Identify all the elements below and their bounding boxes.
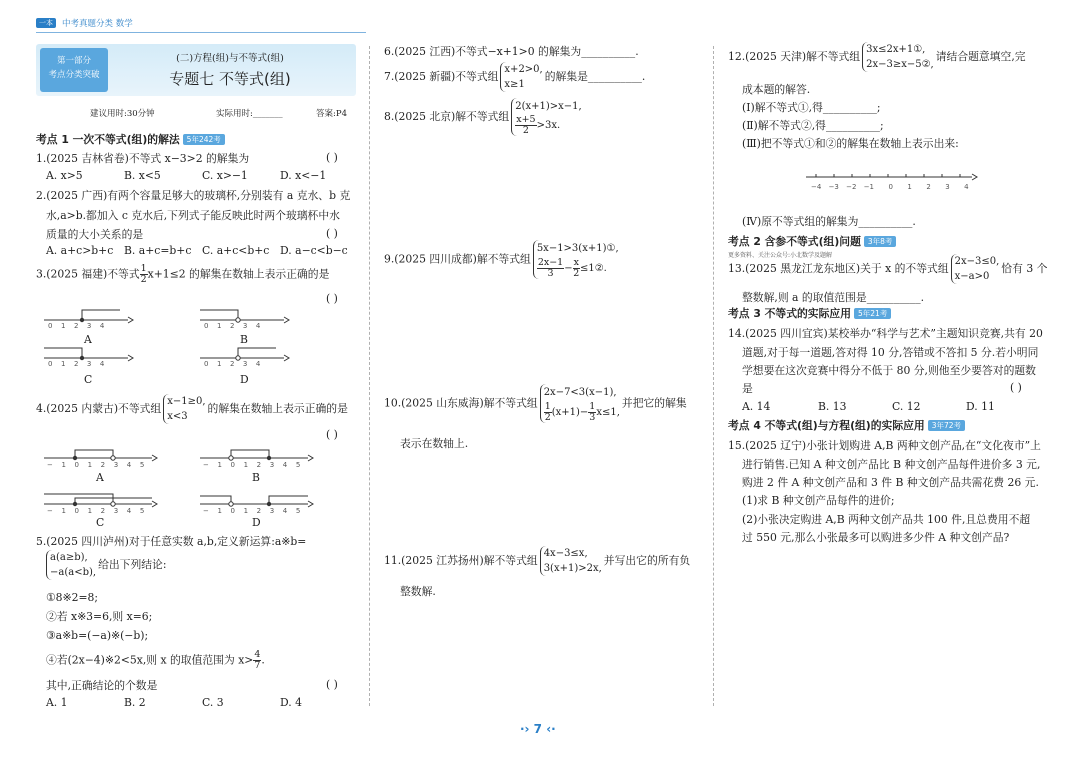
q4-ticks-a: −1012345 [47, 461, 153, 469]
q14-answer-paren: ( ) [1010, 381, 1022, 394]
q2-line2: 水,a>b.都加入 c 克水后,下列式子能反映此时两个玻璃杯中水 [46, 209, 340, 222]
q10-line2: 表示在数轴上. [400, 437, 469, 450]
suggested-time: 建议用时:30分钟 [90, 109, 155, 119]
q3-numberline-c [44, 344, 134, 374]
q2-line3: 质量的大小关系的是 [46, 228, 144, 241]
q12-part2: (Ⅱ)解不等式②,得__________; [742, 119, 884, 132]
kp3-heading: 考点 3 不等式的实际应用 5年21考 [728, 306, 891, 321]
q15-line1: 15.(2025 辽宁)小张计划购进 A,B 两种文创产品,在“文化夜市”上 [728, 439, 1041, 452]
q2-option-a: A. a+c>b+c [46, 244, 114, 257]
q3-label-a: A [84, 333, 92, 346]
q11-stem: 11.(2025 江苏扬州)解不等式组4x−3≤x, 3(x+1)>2x,并写出它的所有负 [384, 548, 691, 574]
q14-line4: 是 [742, 382, 753, 395]
q5-def: a(a≥b), −a(a<b),给出下列结论: [44, 550, 167, 580]
q2-answer-paren: ( ) [326, 227, 338, 240]
q5-item2: ②若 x※3=6,则 x=6; [46, 610, 153, 623]
q15-part2: (2)小张决定购进 A,B 两种文创产品共 100 件,且总费用不超 [742, 513, 1031, 526]
q12-stem: 12.(2025 天津)解不等式组3x≤2x+1①, 2x−3≥x−5②,请结合题意填空,完 [728, 44, 1026, 70]
q8-stem: 8.(2025 北京)解不等式组2(x+1)>x−1, $\frac{x+5}{2}$ >3x. [384, 98, 584, 136]
column-divider [369, 46, 370, 706]
page-title: 专题七 不等式(组) [169, 70, 291, 88]
q15-part1: (1)求 B 种文创产品每件的进价; [742, 494, 895, 507]
q4-answer-paren: ( ) [326, 428, 338, 441]
q3-ticks-d: 01234 [204, 360, 269, 368]
q5-option-d: D. 4 [280, 696, 303, 709]
q5-item3: ③a※b=(−a)※(−b); [46, 629, 149, 642]
q12-part1: (Ⅰ)解不等式①,得__________; [742, 101, 881, 114]
q5-option-a: A. 1 [46, 696, 68, 709]
kp4-heading: 考点 4 不等式(组)与方程(组)的实际应用 3年72考 [728, 418, 965, 433]
q14-option-b: B. 13 [818, 400, 847, 413]
kp1-heading: 考点 1 一次不等式(组)的解法 5年242考 [36, 132, 225, 147]
q3-label-b: B [240, 333, 248, 346]
q3-stem: 3.(2025 福建)不等式 $\frac{1}{2}$ x+1≤2 的解集在数轴上表示正确的是 [36, 263, 330, 285]
q5-option-c: C. 3 [202, 696, 224, 709]
q12-part3: (Ⅲ)把不等式①和②的解集在数轴上表示出来: [742, 137, 959, 150]
q15-line2: 进行销售.已知 A 种文创产品比 B 种文创产品每件进价多 3 元, [742, 458, 1041, 471]
q13-stem: 13.(2025 黑龙江龙东地区)关于 x 的不等式组2x−3≤0, x−a>0恰有 3 个 [728, 256, 1048, 282]
q12-line2: 成本题的解答. [742, 83, 811, 96]
q4-ticks-d: −1012345 [203, 507, 309, 515]
q1-option-a: A. x>5 [46, 169, 83, 182]
q1-answer-paren: ( ) [326, 151, 338, 164]
q2-option-c: C. a+c<b+c [202, 244, 270, 257]
q4-stem: 4.(2025 内蒙古)不等式组x−1≥0, x<3的解集在数轴上表示正确的是 [36, 396, 348, 422]
q2-option-d: D. a−c<b−c [280, 244, 348, 257]
kp2-heading: 考点 2 含参不等式(组)问题 3年8考 [728, 234, 896, 249]
header-text: 中考真题分类 数学 [62, 19, 133, 29]
q3-label-d: D [240, 373, 249, 386]
q3-ticks-c: 01234 [48, 360, 113, 368]
q1-stem: 1.(2025 吉林省卷)不等式 x−3>2 的解集为 [36, 152, 250, 165]
column-divider [713, 46, 714, 706]
q12-ticks: −4 −3 −2 −1 0 1 2 3 4 [811, 183, 969, 191]
page-number: ·› 7 ‹· [520, 722, 556, 736]
q3-numberline-d [200, 344, 290, 374]
q3-numberline-b [200, 306, 290, 336]
part-box: 第一部分 考点分类突破 [40, 48, 108, 92]
q12-part4: (Ⅳ)原不等式组的解集为__________. [742, 215, 916, 228]
q14-option-d: D. 11 [966, 400, 995, 413]
q7-stem: 7.(2025 新疆)不等式组x+2>0, x≥1的解集是__________. [384, 64, 646, 90]
q13-line2: 整数解,则 a 的取值范围是__________. [742, 291, 925, 304]
q3-label-c: C [84, 373, 93, 386]
q14-line2: 道题,对于每一道题,答对得 10 分,答错或不答扣 5 分.若小明同 [742, 346, 1039, 359]
q4-label-b: B [252, 471, 260, 484]
q14-option-c: C. 12 [892, 400, 921, 413]
q9-stem: 9.(2025 四川成都)解不等式组5x−1>3(x+1)①, $\frac{2x-1}{3}$ − $\frac{x}{2}$ ≤1②. [384, 240, 621, 279]
q4-label-a: A [96, 471, 104, 484]
q4-label-d: D [252, 516, 261, 529]
q4-label-c: C [96, 516, 105, 529]
answer-ref: 答案:P4 [316, 109, 347, 119]
q5-item4: ④若(2x−4)※2<5x,则 x 的取值范围为 x> $\frac{4}{7}$ . [46, 649, 265, 671]
q5-option-b: B. 2 [124, 696, 146, 709]
q1-option-b: B. x<5 [124, 169, 161, 182]
q5-ask: 其中,正确结论的个数是 [46, 679, 158, 692]
header-rule [36, 32, 366, 33]
q3-numberline-a [44, 306, 134, 336]
q4-ticks-b: −1012345 [203, 461, 309, 469]
q4-ticks-c: −1012345 [47, 507, 153, 515]
q15-part2-cont: 过 550 元,那么小张最多可以购进多少件 A 种文创产品? [742, 531, 1010, 544]
q5-answer-paren: ( ) [326, 678, 338, 691]
q5-line1: 5.(2025 四川泸州)对于任意实数 a,b,定义新运算:a※b= [36, 535, 307, 548]
banner-subtitle: (二)方程(组)与不等式(组) [176, 53, 284, 64]
q12-numberline [806, 170, 978, 184]
kp2-note: 更多资料、关注公众号:小北数学及题解 [728, 252, 833, 259]
actual-time: 实际用时:_______ [216, 109, 283, 119]
q5-item1: ①8※2=8; [46, 591, 99, 604]
q3-ticks-b: 01234 [204, 322, 269, 330]
publisher-logo: 一本 [36, 18, 56, 28]
q15-line3: 购进 2 件 A 种文创产品和 3 件 B 种文创产品共需花费 26 元. [742, 476, 1039, 489]
q10-stem: 10.(2025 山东威海)解不等式组2x−7<3(x−1), $\frac{1}{2}$ (x+1)− $\frac{1}{3}$ x≤1,并把它的解集 [384, 384, 687, 423]
q2-option-b: B. a+c=b+c [124, 244, 192, 257]
q2-line1: 2.(2025 广西)有两个容量足够大的玻璃杯,分别装有 a 克水、b 克 [36, 189, 351, 202]
q1-option-d: D. x<−1 [280, 169, 327, 182]
q14-option-a: A. 14 [742, 400, 771, 413]
q3-ticks-a: 01234 [48, 322, 113, 330]
q6-stem: 6.(2025 江西)不等式−x+1>0 的解集为__________. [384, 45, 639, 58]
q11-line2: 整数解. [400, 585, 436, 598]
q1-option-c: C. x>−1 [202, 169, 248, 182]
q3-answer-paren: ( ) [326, 292, 338, 305]
q14-line1: 14.(2025 四川宜宾)某校举办“科学与艺术”主题知识竞赛,共有 20 [728, 327, 1043, 340]
q14-line3: 学想要在这次竞赛中得分不低于 80 分,则他至少要答对的题数 [742, 364, 1036, 377]
